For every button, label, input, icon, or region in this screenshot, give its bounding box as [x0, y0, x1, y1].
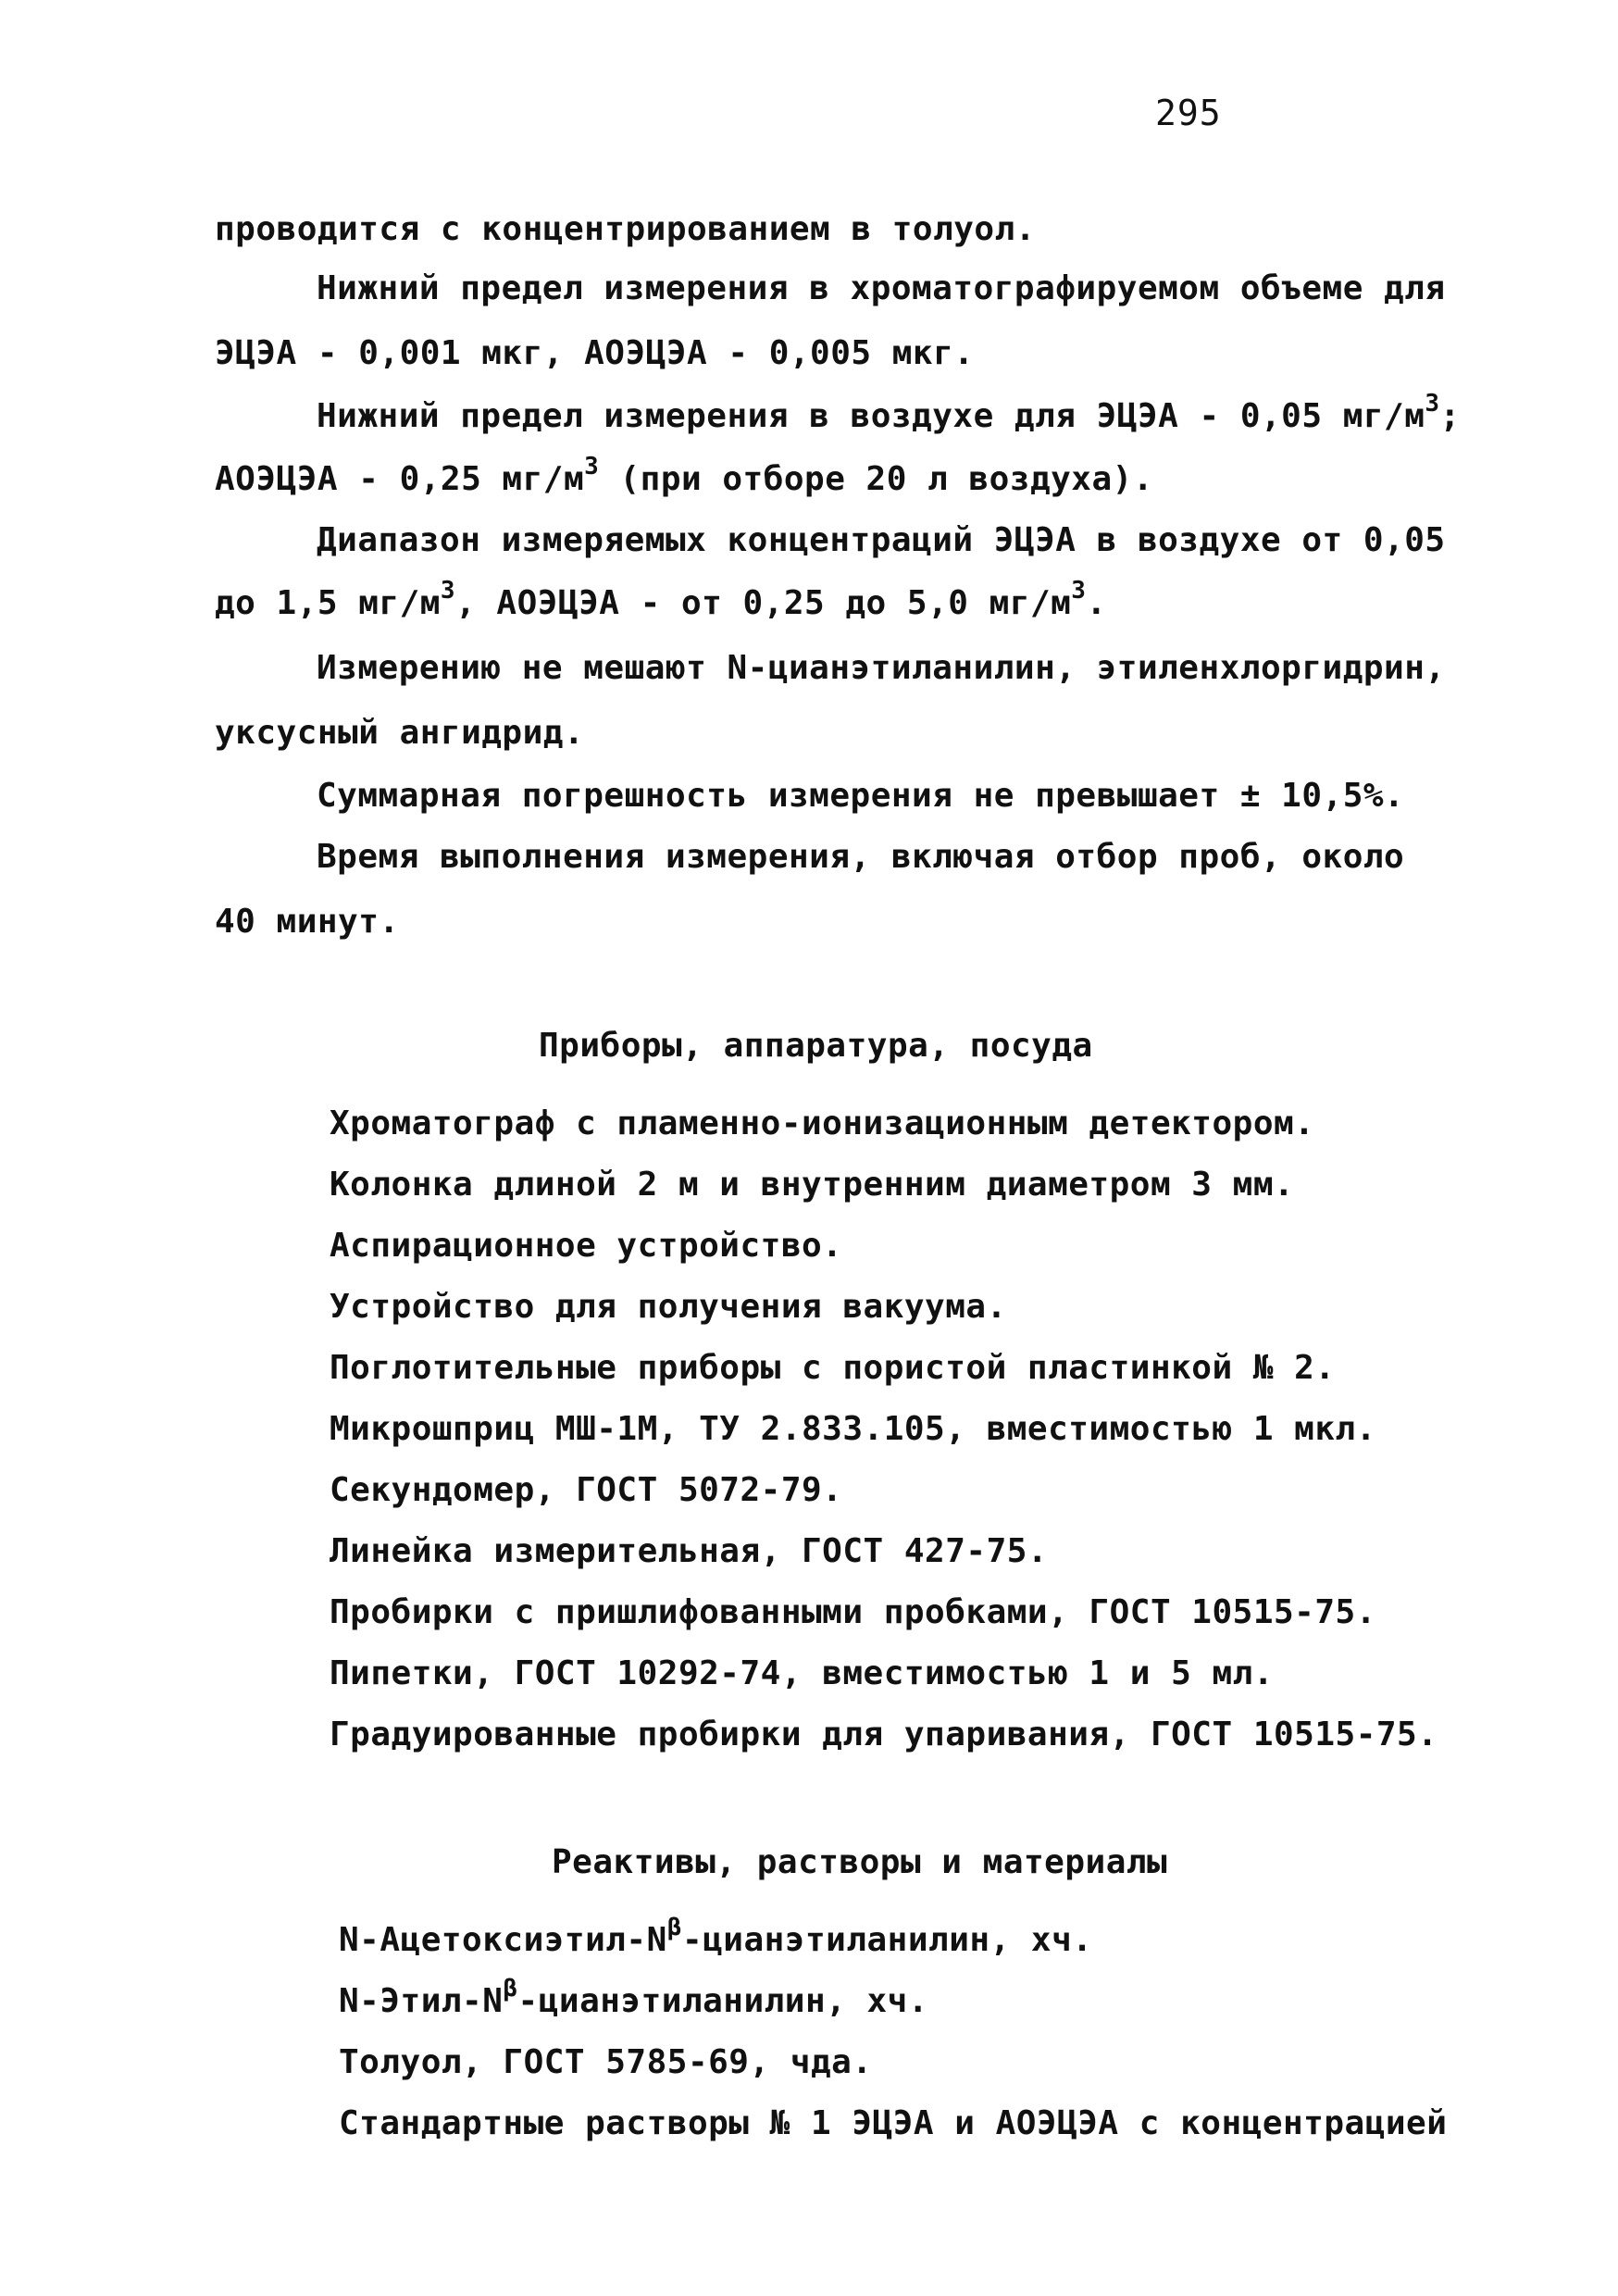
equipment-item: Секундомер, ГОСТ 5072-79. — [330, 1471, 843, 1509]
text-span: (при отборе 20 л воздуха). — [599, 460, 1153, 498]
text-span: АОЭЦЭА - 0,25 мг/м — [215, 460, 585, 498]
equipment-item: Хроматограф с пламенно-ионизационным детектором. — [330, 1104, 1315, 1142]
text-span: ; — [1439, 397, 1461, 435]
reagent-item: Толуол, ГОСТ 5785-69, чда. — [339, 2043, 873, 2081]
page-number: 295 — [1155, 93, 1222, 133]
superscript: 3 — [1425, 390, 1440, 418]
detection-limit-chromatographed-line1: Нижний предел измерения в хроматографируемом объеме для — [317, 269, 1446, 307]
equipment-item: Поглотительные приборы с пористой пластинкой № 2. — [330, 1349, 1336, 1387]
reagent-item — [339, 1975, 929, 2022]
equipment-item: Линейка измерительная, ГОСТ 427-75. — [330, 1532, 1049, 1570]
superscript: β — [666, 1914, 682, 1941]
text-span: Нижний предел измерения в воздухе для ЭЦЭА - 0,05 мг/м — [317, 397, 1425, 435]
reagent-item — [339, 1914, 1093, 1961]
measurement-time-line1: Время выполнения измерения, включая отбор проб, около — [317, 838, 1405, 876]
reagents-heading: Реактивы, растворы и материалы — [552, 1843, 1168, 1881]
equipment-item: Микрошприц МШ-1М, ТУ 2.833.105, вместимостью 1 мкл. — [330, 1410, 1376, 1448]
equipment-item: Колонка длиной 2 м и внутренним диаметром 3 мм. — [330, 1166, 1295, 1204]
text-span: . — [1086, 584, 1107, 622]
text-span: -цианэтиланилин, хч. — [517, 1982, 929, 2020]
paragraph-continuation: проводится с концентрированием в толуол. — [215, 210, 1036, 248]
equipment-item: Пробирки с пришлифованными пробками, ГОСТ 10515-75. — [330, 1593, 1376, 1631]
equipment-item: Градуированные пробирки для упаривания, ГОСТ 10515-75. — [330, 1716, 1438, 1753]
equipment-heading: Приборы, аппаратура, посуда — [539, 1027, 1093, 1065]
superscript: 3 — [440, 577, 456, 605]
interference-line1: Измерению не мешают N-цианэтиланилин, этиленхлоргидрин, — [317, 649, 1446, 687]
text-span: до 1,5 мг/м — [215, 584, 441, 622]
equipment-item: Пипетки, ГОСТ 10292-74, вместимостью 1 и 5 мл. — [330, 1654, 1274, 1692]
text-span: -цианэтиланилин, хч. — [681, 1921, 1093, 1959]
equipment-item: Аспирационное устройство. — [330, 1227, 843, 1265]
reagent-item: Стандартные растворы № 1 ЭЦЭА и АОЭЦЭА с концентрацией — [339, 2104, 1448, 2142]
superscript: 3 — [1071, 577, 1087, 605]
superscript: 3 — [584, 453, 600, 480]
equipment-item: Устройство для получения вакуума. — [330, 1288, 1007, 1326]
superscript: β — [503, 1975, 518, 2003]
detection-limit-chromatographed-line2: ЭЦЭА - 0,001 мкг, АОЭЦЭА - 0,005 мкг. — [215, 334, 975, 372]
measurement-time-line2: 40 минут. — [215, 903, 400, 941]
detection-limit-air-line1 — [317, 390, 1461, 437]
interference-line2: уксусный ангидрид. — [215, 714, 585, 752]
measurement-range-line2 — [215, 577, 1107, 624]
total-error: Суммарная погрешность измерения не превышает ± 10,5%. — [317, 777, 1405, 815]
text-span: N-Ацетоксиэтил-N — [339, 1921, 667, 1959]
text-span: , АОЭЦЭА - от 0,25 до 5,0 мг/м — [455, 584, 1072, 622]
detection-limit-air-line2 — [215, 453, 1153, 500]
text-span: N-Этил-N — [339, 1982, 504, 2020]
measurement-range-line1: Диапазон измеряемых концентраций ЭЦЭА в воздухе от 0,05 — [317, 521, 1446, 559]
